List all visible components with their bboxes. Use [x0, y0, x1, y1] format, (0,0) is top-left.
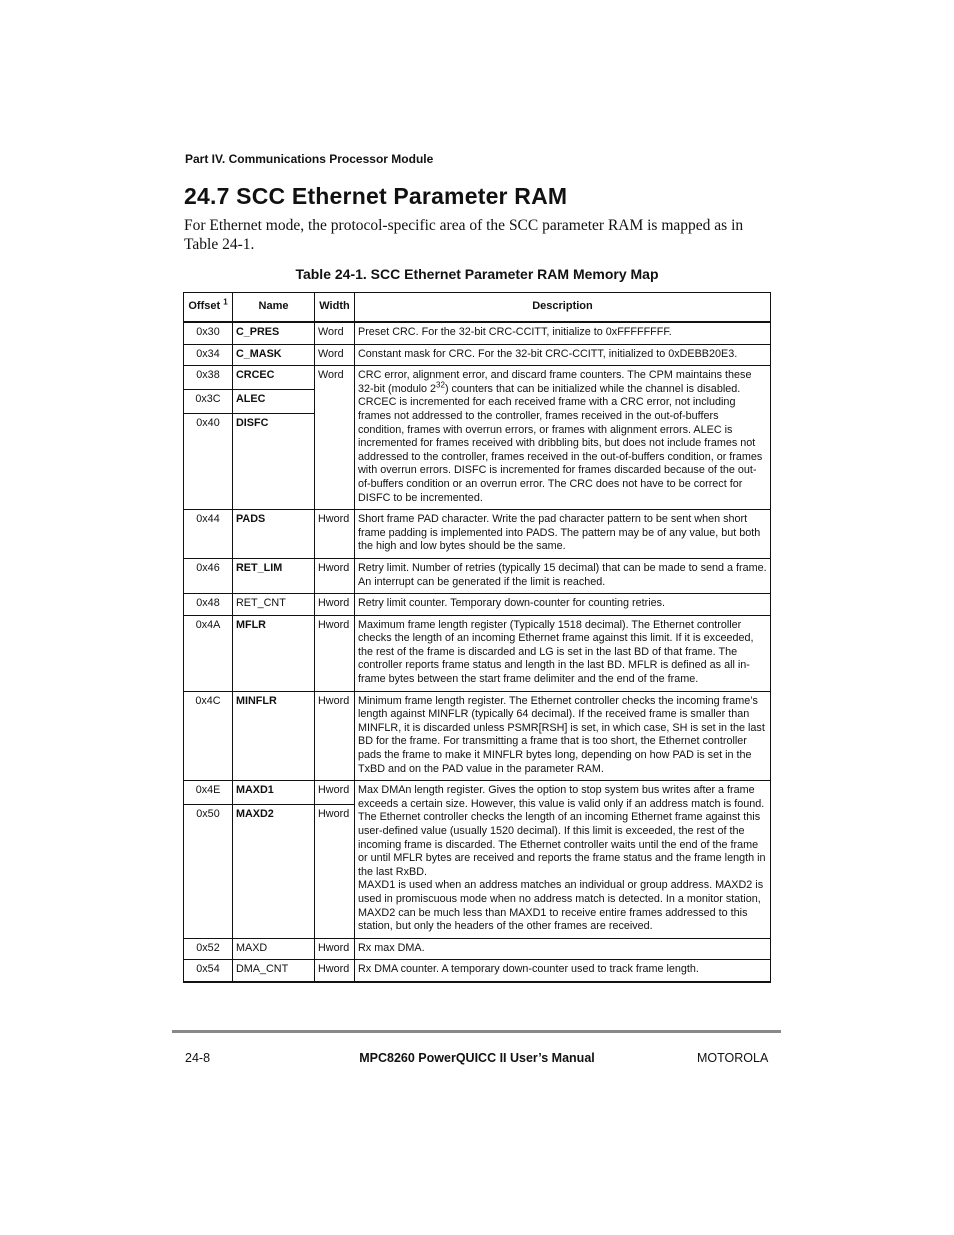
offset-cell: 0x4C [184, 691, 233, 781]
col-header-description: Description [355, 293, 771, 323]
name-cell: C_MASK [233, 344, 315, 366]
width-cell: Hword [315, 594, 355, 616]
company-name: MOTOROLA [697, 1051, 769, 1065]
width-cell: Word [315, 366, 355, 510]
width-cell: Hword [315, 510, 355, 559]
table-row [184, 594, 771, 616]
name-cell: DISFC [233, 414, 315, 510]
name-cell: MFLR [233, 615, 315, 691]
width-cell: Word [315, 322, 355, 344]
name-cell: DMA_CNT [233, 960, 315, 982]
description-cell: Preset CRC. For the 32-bit CRC-CCITT, initialize to 0xFFFFFFFF. [355, 322, 771, 344]
width-cell: Hword [315, 960, 355, 982]
footer-rule [172, 1030, 781, 1033]
col-header-width: Width [315, 293, 355, 323]
offset-cell: 0x34 [184, 344, 233, 366]
description-cell: Maximum frame length register (Typically 1518 decimal). The Ethernet controller checks the length of an incoming Ethernet frame against this limit. If it is exceeded, the rest of the frame is discarded and LG is set in the last BD of that frame. The controller reports frame status and length in the last BD. MFLR is defined as all in-frame bytes between the start frame delimiter and the end of the frame. [355, 615, 771, 691]
name-cell: C_PRES [233, 322, 315, 344]
name-cell: CRCEC [233, 366, 315, 390]
offset-cell: 0x54 [184, 960, 233, 982]
name-cell: MAXD [233, 938, 315, 960]
offset-cell: 0x46 [184, 558, 233, 593]
description-cell: Short frame PAD character. Write the pad character pattern to be sent when short frame padding is implemented into PADS. The pattern may be of any value, but both the high and low bytes should be the same. [355, 510, 771, 559]
table-row [184, 691, 771, 781]
offset-cell: 0x38 [184, 366, 233, 390]
table-caption: Table 24-1. SCC Ethernet Parameter RAM Memory Map [295, 266, 659, 282]
description-cell: Rx max DMA. [355, 938, 771, 960]
name-cell: MAXD1 [233, 781, 315, 805]
table-row [184, 938, 771, 960]
memory-map-table [183, 292, 771, 983]
description-cell: Constant mask for CRC. For the 32-bit CRC-CCITT, initialized to 0xDEBB20E3. [355, 344, 771, 366]
table-row [184, 366, 771, 390]
table-row [184, 781, 771, 805]
width-cell: Word [315, 344, 355, 366]
description-cell: Minimum frame length register. The Ethernet controller checks the incoming frame’s length against MINFLR (typically 64 decimal). If the received frame is smaller than MINFLR, it is discarded unless PSMR[RSH] is set, in which case, SH is set in the last BD for the frame. For transmitting a frame that is too short, the Ethernet controller pads the frame to make it MINFLR bytes long, depending on how PAD is set in the TxBD and on the PAD value in the parameter RAM. [355, 691, 771, 781]
table-row [184, 558, 771, 593]
name-cell: MAXD2 [233, 805, 315, 939]
width-cell: Hword [315, 615, 355, 691]
intro-paragraph: For Ethernet mode, the protocol-specific area of the SCC parameter RAM is mapped as in Table 24-1. [184, 217, 744, 253]
description-cell: CRC error, alignment error, and discard frame counters. The CPM maintains these 32-bit (modulo $2^{32}$) counters that can be initialized while the channel is disabled. CRCEC is incremented for each received frame with a CRC error, not including frames not addressed to the controller, frames received in the out-of-buffers condition, frames with overrun errors, or frames with alignment errors. ALEC is incremented for frames received with dribbling bits, but does not include frames not addressed to the controller, frames received in the out-of-buffers condition, or frames with overrun errors. DISFC is incremented for frames discarded because of the out-of-buffers condition or an overrun error. The CRC does not have to be correct for DISFC to be incremented. [355, 366, 771, 510]
width-cell: Hword [315, 805, 355, 939]
offset-cell: 0x40 [184, 414, 233, 510]
description-cell: Max DMAn length register. Gives the option to stop system bus writes after a frame exceeds a certain size. However, this value is valid only if an address match is found. The Ethernet controller checks the length of an incoming Ethernet frame against this user-defined value (usually 1520 decimal). If this limit is exceeded, the rest of the incoming frame is discarded. The Ethernet controller waits until the end of the frame or until MFLR bytes are received and reports the frame status and the frame length in the last RxBD. MAXD1 is used when an address matches an individual or group address. MAXD2 is used in promiscuous mode when no address match is detected. In a monitor station, MAXD2 can be much less than MAXD1 to receive entire frames addressed to this station, but only the headers of the other frames are received. [355, 781, 771, 939]
col-header-name: Name [233, 293, 315, 323]
table-row [184, 615, 771, 691]
name-cell: MINFLR [233, 691, 315, 781]
name-cell: ALEC [233, 390, 315, 414]
offset-cell: 0x52 [184, 938, 233, 960]
table-row [184, 322, 771, 344]
col-header-offset: Offset $^1$ [184, 293, 233, 323]
running-header: Part IV. Communications Processor Module [185, 152, 434, 166]
description-cell: Rx DMA counter. A temporary down-counter used to track frame length. [355, 960, 771, 982]
table-row [184, 510, 771, 559]
table-row [184, 344, 771, 366]
table-header-row [184, 293, 771, 323]
offset-cell: 0x50 [184, 805, 233, 939]
offset-cell: 0x48 [184, 594, 233, 616]
table-row [184, 960, 771, 982]
width-cell: Hword [315, 781, 355, 805]
manual-title: MPC8260 PowerQUICC II User’s Manual [359, 1051, 595, 1065]
name-cell: RET_CNT [233, 594, 315, 616]
offset-cell: 0x4A [184, 615, 233, 691]
width-cell: Hword [315, 691, 355, 781]
offset-cell: 0x3C [184, 390, 233, 414]
description-cell: Retry limit counter. Temporary down-counter for counting retries. [355, 594, 771, 616]
description-cell: Retry limit. Number of retries (typically 15 decimal) that can be made to send a frame. An interrupt can be generated if the limit is reached. [355, 558, 771, 593]
offset-footnote-ref: 1 [223, 297, 228, 307]
name-cell: PADS [233, 510, 315, 559]
section-title: 24.7 SCC Ethernet Parameter RAM [184, 183, 568, 209]
offset-cell: 0x4E [184, 781, 233, 805]
name-cell: RET_LIM [233, 558, 315, 593]
offset-cell: 0x30 [184, 322, 233, 344]
width-cell: Hword [315, 938, 355, 960]
page-number: 24-8 [185, 1051, 211, 1065]
width-cell: Hword [315, 558, 355, 593]
offset-cell: 0x44 [184, 510, 233, 559]
